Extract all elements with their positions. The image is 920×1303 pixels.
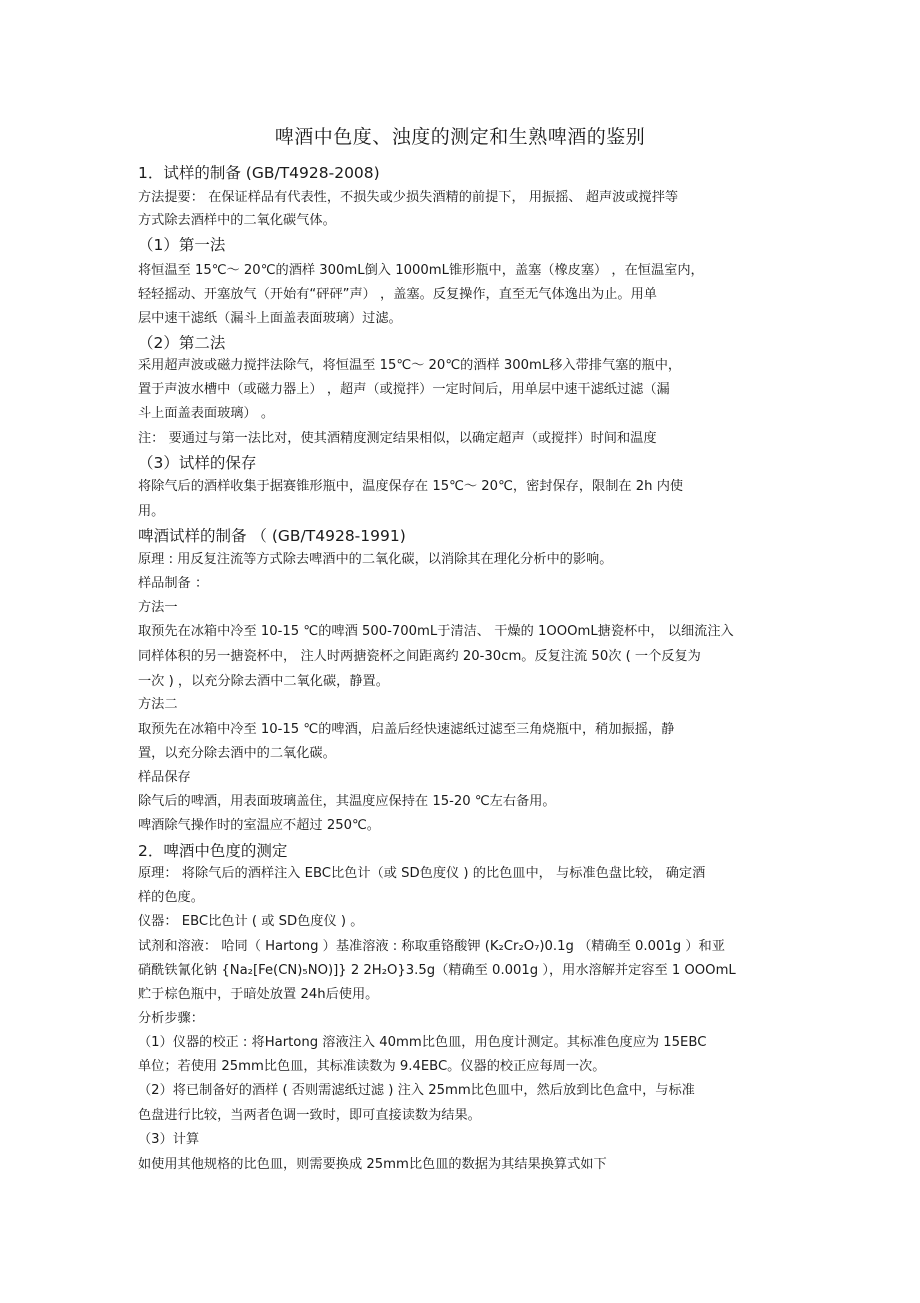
text-line: （3）计算: [138, 1132, 200, 1147]
text-line: 原理 : 用反复注流等方式除去啤酒中的二氧化碳，以消除其在理化分析中的影响。: [138, 552, 613, 567]
text-line: 采用超声波或磁力搅拌法除气，将恒温至 15℃～ 20℃的酒样 300mL移入带排气塞的瓶中，: [138, 358, 682, 373]
text-line: 取预先在冰箱中冷至 10-15 ℃的啤酒，启盖后经快速滤纸过滤至三角烧瓶中，稍加振摇，静: [138, 722, 675, 737]
text-line: 方式除去酒样中的二氧化碳气体。: [138, 213, 336, 228]
text-line: 样品制备 ：: [138, 576, 209, 591]
text-line: 斗上面盖表面玻璃） 。: [138, 406, 275, 421]
text-line: 轻轻摇动、开塞放气（开始有“砰砰”声） ，盖塞。反复操作，直至无气体逸出为止。用单: [138, 287, 657, 302]
section-heading-standard: 啤酒试样的制备 （ (GB/T4928-1991): [138, 527, 406, 545]
text-line: 如使用其他规格的比色皿，则需要换成 25mm比色皿的数据为其结果换算式如下: [138, 1157, 607, 1172]
text-line: 试剂和溶液： 哈同（ Hartong ）基准溶液 : 称取重铬酸钾 (K₂Cr₂O₇)0.1g （精确至 0.001g ）和亚: [138, 939, 725, 954]
text-line: 硝酰铁氰化钠 {Na₂[Fe(CN)₅NO)]} 2 2H₂O}3.5g（精确至 0.001g ），用水溶解并定容至 1 OOOmL: [138, 963, 736, 978]
text-line: 一次 ) ，以充分除去酒中二氧化碳，静置。: [138, 674, 389, 689]
text-line: 啤酒除气操作时的室温应不超过 250℃。: [138, 818, 380, 833]
text-line: 方法提要： 在保证样品有代表性，不损失或少损失酒精的前提下， 用振摇、 超声波或搅拌等: [138, 190, 679, 205]
text-line: 用。: [138, 504, 165, 519]
section-heading-1: 1．试样的制备 (GB/T4928-2008): [138, 164, 380, 182]
text-line: 层中速干滤纸（漏斗上面盖表面玻璃）过滤。: [138, 311, 402, 326]
subsection-heading: （1）第一法: [138, 236, 226, 254]
section-heading-2: 2．啤酒中色度的测定: [138, 842, 288, 860]
text-line: 将恒温至 15℃～ 20℃的酒样 300mL倒入 1000mL锥形瓶中，盖塞（橡皮塞） ，在恒温室内，: [138, 263, 704, 278]
text-line: 同样体积的另一搪瓷杯中， 注人时两搪瓷杯之间距离约 20-30cm。反复注流 50次 ( 一个反复为: [138, 649, 701, 664]
text-line: 方法一: [138, 600, 178, 615]
document-title: 啤酒中色度、浊度的测定和生熟啤酒的鉴别: [274, 126, 646, 148]
text-line: 取预先在冰箱中冷至 10-15 ℃的啤酒 500-700mL于清洁、 干燥的 1OOOmL搪瓷杯中， 以细流注入: [138, 624, 734, 639]
text-line: （1）仪器的校正 : 将Hartong 溶液注入 40mm比色皿，用色度计测定。其标准色度应为 15EBC: [138, 1035, 707, 1050]
text-line: 单位；若使用 25mm比色皿，其标准读数为 9.4EBC。仪器的校正应每周一次。: [138, 1059, 606, 1074]
subsection-heading: （2）第二法: [138, 334, 226, 352]
text-line: 仪器： EBC比色计 ( 或 SD色度仪 ) 。: [138, 914, 364, 929]
text-line: 原理： 将除气后的酒样注入 EBC比色计（或 SD色度仪 ) 的比色皿中， 与标准色盘比较， 确定酒: [138, 866, 706, 881]
subsection-heading: （3）试样的保存: [138, 454, 257, 472]
text-line: 置于声波水槽中（或磁力器上） ，超声（或搅拌）一定时间后，用单层中速干滤纸过滤（漏: [138, 382, 670, 397]
text-line: 方法二: [138, 697, 178, 712]
text-line: 样的色度。: [138, 890, 204, 905]
text-line: 置，以充分除去酒中的二氧化碳。: [138, 746, 336, 761]
text-line: 色盘进行比较，当两者色调一致时，即可直接读数为结果。: [138, 1108, 481, 1123]
note-line: 注： 要通过与第一法比对，使其酒精度测定结果相似，以确定超声（或搅拌）时间和温度: [138, 431, 657, 446]
text-line: 样品保存: [138, 770, 191, 785]
text-line: 将除气后的酒样收集于据赛锥形瓶中，温度保存在 15℃～ 20℃，密封保存，限制在 2h 内使: [138, 479, 684, 494]
text-line: 除气后的啤酒，用表面玻璃盖住，其温度应保持在 15-20 ℃左右备用。: [138, 794, 556, 809]
text-line: 贮于棕色瓶中，于暗处放置 24h后使用。: [138, 987, 379, 1002]
text-line: （2）将已制备好的酒样 ( 否则需滤纸过滤 ) 注入 25mm比色皿中，然后放到比色盒中，与标准: [138, 1083, 695, 1098]
text-line: 分析步骤：: [138, 1011, 204, 1026]
